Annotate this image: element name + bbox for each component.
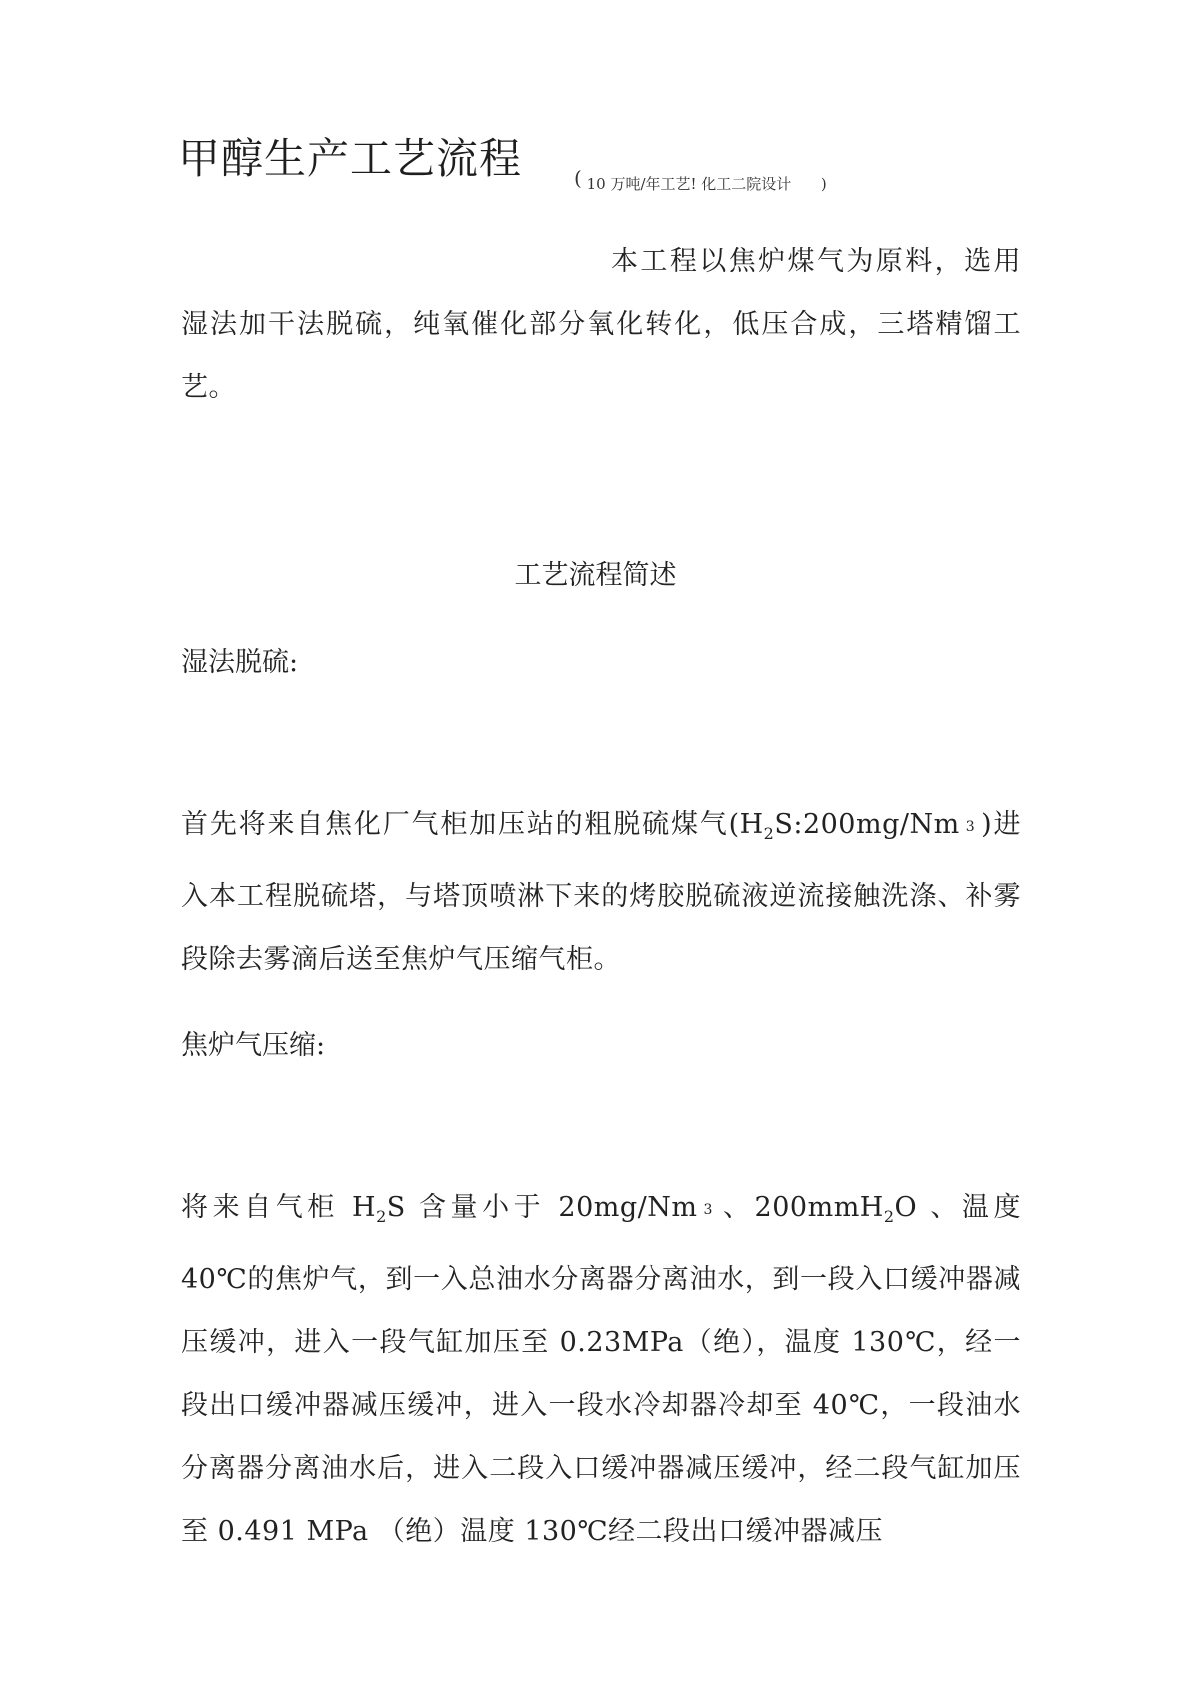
section-label-wet-desulfurization: 湿法脱硫: <box>181 647 299 678</box>
section-label-coke-gas-compression: 焦炉气压缩: <box>181 1030 326 1061</box>
paragraph-wet-desulfurization <box>181 793 1021 991</box>
title-note-open: ( <box>574 166 582 190</box>
section-heading: 工艺流程简述 <box>514 560 677 591</box>
paragraph-text: 将来自气柜 H <box>181 1192 377 1223</box>
paragraph-coke-gas-compression <box>181 1176 1021 1563</box>
subscript: 2 <box>376 1207 387 1226</box>
paragraph-text: 首先将来自焦化厂气柜加压站的粗脱硫煤气(H <box>181 809 764 840</box>
intro-paragraph: 本工程以焦炉煤气为原料，选用湿法加干法脱硫，纯氧催化部分氧化转化，低压合成，三塔精馏工艺。 <box>181 246 1021 403</box>
document-title <box>178 126 522 186</box>
subscript: 2 <box>763 824 775 843</box>
title-note-text: 10 万吨/年工艺! 化工二院设计 <box>586 175 792 193</box>
paragraph-text: O 、温度 40℃的焦炉气，到一入总油水分离器分离油水，到一段入口缓冲器减压缓冲，进入一段气缸加压至 0.23MPa（绝），温度 130℃，经一段出口缓冲器减压缓冲，进入一段水冷却器冷却至 40℃，一段油水分离器分离油水后，进入二段入口缓冲器减压缓冲，经二段气缸加压至 0.491 MPa （绝）温度 130℃经二段出口缓冲器减压 <box>181 1192 1021 1547</box>
paragraph-text: S:200mg/Nm <box>774 809 960 840</box>
paragraph-text: 、200mmH <box>718 1192 884 1223</box>
title-note <box>574 166 827 194</box>
superscript: 3 <box>965 819 976 835</box>
title-main: 甲醇生产工艺流程 <box>178 134 523 183</box>
paragraph-text: S 含量小于 20mg/Nm <box>386 1192 698 1223</box>
subscript: 2 <box>883 1207 895 1226</box>
paragraph-text: )进入本工程脱硫塔，与塔顶喷淋下来的烤胶脱硫液逆流接触洗涤、补雾段除去雾滴后送至焦炉气压缩气柜。 <box>181 809 1021 975</box>
superscript: 3 <box>703 1202 713 1218</box>
title-note-close: ) <box>820 175 827 193</box>
